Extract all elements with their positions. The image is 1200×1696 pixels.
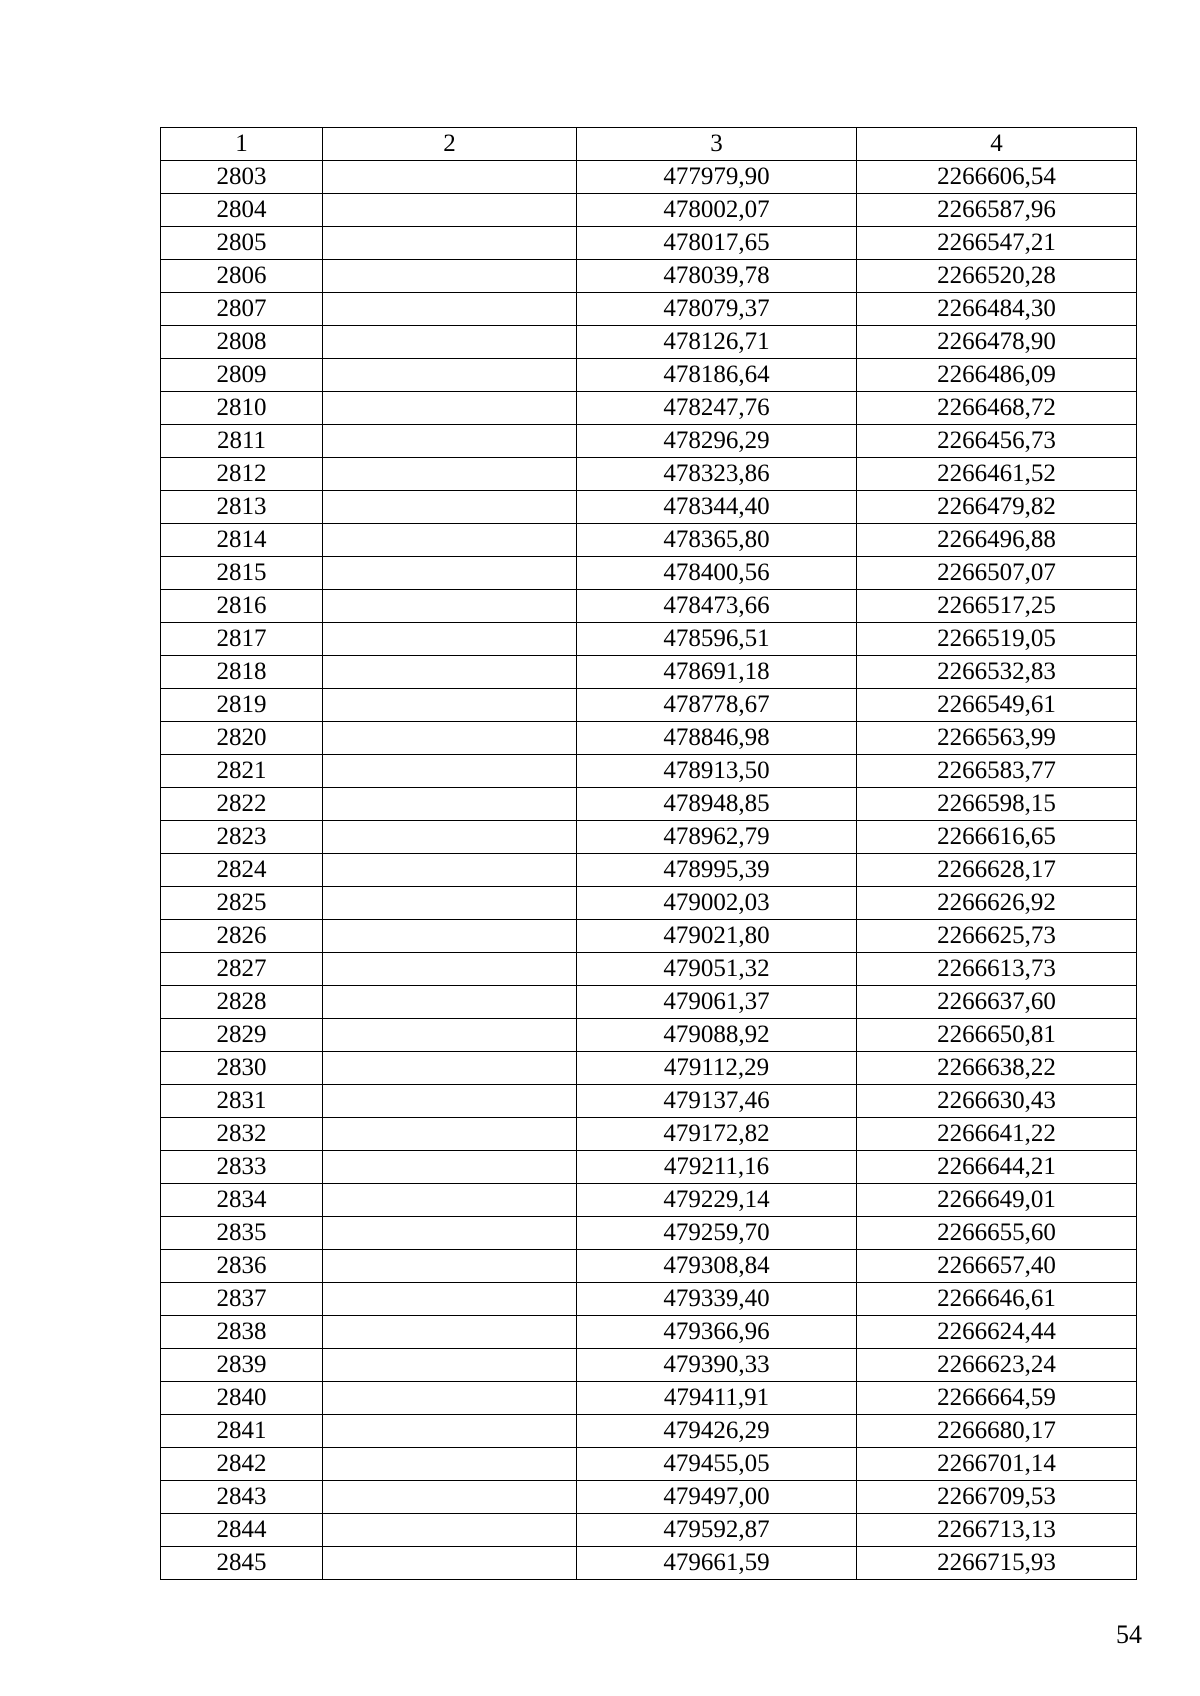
x-coordinate-cell: 479455,05 xyxy=(577,1448,857,1481)
y-coordinate-cell: 2266583,77 xyxy=(857,755,1137,788)
y-coordinate-cell: 2266587,96 xyxy=(857,194,1137,227)
point-number-cell: 2811 xyxy=(161,425,323,458)
x-coordinate-cell: 478079,37 xyxy=(577,293,857,326)
y-coordinate-cell: 2266649,01 xyxy=(857,1184,1137,1217)
x-coordinate-cell: 479390,33 xyxy=(577,1349,857,1382)
y-coordinate-cell: 2266616,65 xyxy=(857,821,1137,854)
x-coordinate-cell: 478039,78 xyxy=(577,260,857,293)
point-number-cell: 2803 xyxy=(161,161,323,194)
y-coordinate-cell: 2266657,40 xyxy=(857,1250,1137,1283)
y-coordinate-cell: 2266479,82 xyxy=(857,491,1137,524)
table-row xyxy=(161,326,1137,359)
point-number-cell: 2805 xyxy=(161,227,323,260)
table-row xyxy=(161,1052,1137,1085)
x-coordinate-cell: 478186,64 xyxy=(577,359,857,392)
empty-cell xyxy=(323,887,577,920)
x-coordinate-cell: 479426,29 xyxy=(577,1415,857,1448)
empty-cell xyxy=(323,953,577,986)
x-coordinate-cell: 479497,00 xyxy=(577,1481,857,1514)
x-coordinate-cell: 479259,70 xyxy=(577,1217,857,1250)
point-number-cell: 2840 xyxy=(161,1382,323,1415)
empty-cell xyxy=(323,1052,577,1085)
table-row xyxy=(161,1481,1137,1514)
y-coordinate-cell: 2266613,73 xyxy=(857,953,1137,986)
point-number-cell: 2834 xyxy=(161,1184,323,1217)
empty-cell xyxy=(323,1382,577,1415)
empty-cell xyxy=(323,194,577,227)
table-row xyxy=(161,1283,1137,1316)
y-coordinate-cell: 2266701,14 xyxy=(857,1448,1137,1481)
x-coordinate-cell: 479229,14 xyxy=(577,1184,857,1217)
x-coordinate-cell: 479137,46 xyxy=(577,1085,857,1118)
y-coordinate-cell: 2266680,17 xyxy=(857,1415,1137,1448)
table-row xyxy=(161,1547,1137,1580)
point-number-cell: 2829 xyxy=(161,1019,323,1052)
empty-cell xyxy=(323,1481,577,1514)
table-row xyxy=(161,656,1137,689)
point-number-cell: 2820 xyxy=(161,722,323,755)
y-coordinate-cell: 2266496,88 xyxy=(857,524,1137,557)
point-number-cell: 2812 xyxy=(161,458,323,491)
point-number-cell: 2830 xyxy=(161,1052,323,1085)
point-number-cell: 2828 xyxy=(161,986,323,1019)
point-number-cell: 2841 xyxy=(161,1415,323,1448)
empty-cell xyxy=(323,986,577,1019)
empty-cell xyxy=(323,821,577,854)
point-number-cell: 2814 xyxy=(161,524,323,557)
point-number-cell: 2833 xyxy=(161,1151,323,1184)
empty-cell xyxy=(323,656,577,689)
empty-cell xyxy=(323,1184,577,1217)
table-row xyxy=(161,1118,1137,1151)
point-number-cell: 2826 xyxy=(161,920,323,953)
y-coordinate-cell: 2266626,92 xyxy=(857,887,1137,920)
empty-cell xyxy=(323,722,577,755)
empty-cell xyxy=(323,1085,577,1118)
y-coordinate-cell: 2266644,21 xyxy=(857,1151,1137,1184)
table-row xyxy=(161,623,1137,656)
y-coordinate-cell: 2266547,21 xyxy=(857,227,1137,260)
table-row xyxy=(161,260,1137,293)
table-row xyxy=(161,227,1137,260)
table-row xyxy=(161,524,1137,557)
empty-cell xyxy=(323,1514,577,1547)
empty-cell xyxy=(323,590,577,623)
x-coordinate-cell: 477979,90 xyxy=(577,161,857,194)
x-coordinate-cell: 479592,87 xyxy=(577,1514,857,1547)
empty-cell xyxy=(323,1217,577,1250)
empty-cell xyxy=(323,755,577,788)
x-coordinate-cell: 479661,59 xyxy=(577,1547,857,1580)
empty-cell xyxy=(323,1415,577,1448)
column-header-4: 4 xyxy=(857,128,1137,161)
y-coordinate-cell: 2266563,99 xyxy=(857,722,1137,755)
empty-cell xyxy=(323,1151,577,1184)
x-coordinate-cell: 478002,07 xyxy=(577,194,857,227)
empty-cell xyxy=(323,788,577,821)
y-coordinate-cell: 2266606,54 xyxy=(857,161,1137,194)
empty-cell xyxy=(323,1118,577,1151)
empty-cell xyxy=(323,1019,577,1052)
y-coordinate-cell: 2266630,43 xyxy=(857,1085,1137,1118)
table-row xyxy=(161,1382,1137,1415)
point-number-cell: 2816 xyxy=(161,590,323,623)
empty-cell xyxy=(323,392,577,425)
point-number-cell: 2807 xyxy=(161,293,323,326)
empty-cell xyxy=(323,491,577,524)
empty-cell xyxy=(323,1250,577,1283)
table-row xyxy=(161,425,1137,458)
point-number-cell: 2813 xyxy=(161,491,323,524)
x-coordinate-cell: 478296,29 xyxy=(577,425,857,458)
empty-cell xyxy=(323,623,577,656)
point-number-cell: 2808 xyxy=(161,326,323,359)
point-number-cell: 2838 xyxy=(161,1316,323,1349)
empty-cell xyxy=(323,854,577,887)
empty-cell xyxy=(323,920,577,953)
y-coordinate-cell: 2266628,17 xyxy=(857,854,1137,887)
x-coordinate-cell: 479112,29 xyxy=(577,1052,857,1085)
empty-cell xyxy=(323,1448,577,1481)
x-coordinate-cell: 478400,56 xyxy=(577,557,857,590)
x-coordinate-cell: 478323,86 xyxy=(577,458,857,491)
x-coordinate-cell: 479366,96 xyxy=(577,1316,857,1349)
point-number-cell: 2845 xyxy=(161,1547,323,1580)
table-row xyxy=(161,1019,1137,1052)
y-coordinate-cell: 2266646,61 xyxy=(857,1283,1137,1316)
x-coordinate-cell: 479002,03 xyxy=(577,887,857,920)
y-coordinate-cell: 2266709,53 xyxy=(857,1481,1137,1514)
x-coordinate-cell: 479172,82 xyxy=(577,1118,857,1151)
y-coordinate-cell: 2266468,72 xyxy=(857,392,1137,425)
table-row xyxy=(161,722,1137,755)
empty-cell xyxy=(323,1547,577,1580)
table-row xyxy=(161,986,1137,1019)
y-coordinate-cell: 2266532,83 xyxy=(857,656,1137,689)
empty-cell xyxy=(323,1283,577,1316)
x-coordinate-cell: 479021,80 xyxy=(577,920,857,953)
x-coordinate-cell: 478596,51 xyxy=(577,623,857,656)
point-number-cell: 2837 xyxy=(161,1283,323,1316)
x-coordinate-cell: 478913,50 xyxy=(577,755,857,788)
empty-cell xyxy=(323,227,577,260)
point-number-cell: 2815 xyxy=(161,557,323,590)
table-row xyxy=(161,755,1137,788)
table-row xyxy=(161,557,1137,590)
y-coordinate-cell: 2266520,28 xyxy=(857,260,1137,293)
x-coordinate-cell: 478778,67 xyxy=(577,689,857,722)
table-row xyxy=(161,491,1137,524)
y-coordinate-cell: 2266456,73 xyxy=(857,425,1137,458)
table-row xyxy=(161,1448,1137,1481)
point-number-cell: 2817 xyxy=(161,623,323,656)
point-number-cell: 2831 xyxy=(161,1085,323,1118)
y-coordinate-cell: 2266598,15 xyxy=(857,788,1137,821)
y-coordinate-cell: 2266641,22 xyxy=(857,1118,1137,1151)
x-coordinate-cell: 478017,65 xyxy=(577,227,857,260)
x-coordinate-cell: 478962,79 xyxy=(577,821,857,854)
table-row xyxy=(161,293,1137,326)
x-coordinate-cell: 479308,84 xyxy=(577,1250,857,1283)
point-number-cell: 2819 xyxy=(161,689,323,722)
table-row xyxy=(161,590,1137,623)
y-coordinate-cell: 2266486,09 xyxy=(857,359,1137,392)
table-row xyxy=(161,359,1137,392)
point-number-cell: 2839 xyxy=(161,1349,323,1382)
x-coordinate-cell: 479411,91 xyxy=(577,1382,857,1415)
point-number-cell: 2844 xyxy=(161,1514,323,1547)
empty-cell xyxy=(323,260,577,293)
empty-cell xyxy=(323,557,577,590)
x-coordinate-cell: 478995,39 xyxy=(577,854,857,887)
empty-cell xyxy=(323,161,577,194)
table-row xyxy=(161,1514,1137,1547)
table-row xyxy=(161,1151,1137,1184)
coordinates-table xyxy=(160,127,1137,1580)
y-coordinate-cell: 2266549,61 xyxy=(857,689,1137,722)
x-coordinate-cell: 479211,16 xyxy=(577,1151,857,1184)
empty-cell xyxy=(323,293,577,326)
x-coordinate-cell: 479088,92 xyxy=(577,1019,857,1052)
x-coordinate-cell: 479061,37 xyxy=(577,986,857,1019)
page-number: 54 xyxy=(1116,1620,1142,1649)
x-coordinate-cell: 478344,40 xyxy=(577,491,857,524)
table-row xyxy=(161,920,1137,953)
point-number-cell: 2806 xyxy=(161,260,323,293)
y-coordinate-cell: 2266715,93 xyxy=(857,1547,1137,1580)
table-row xyxy=(161,1217,1137,1250)
point-number-cell: 2835 xyxy=(161,1217,323,1250)
y-coordinate-cell: 2266507,07 xyxy=(857,557,1137,590)
y-coordinate-cell: 2266624,44 xyxy=(857,1316,1137,1349)
point-number-cell: 2810 xyxy=(161,392,323,425)
y-coordinate-cell: 2266517,25 xyxy=(857,590,1137,623)
table-row xyxy=(161,821,1137,854)
empty-cell xyxy=(323,524,577,557)
x-coordinate-cell: 479339,40 xyxy=(577,1283,857,1316)
y-coordinate-cell: 2266713,13 xyxy=(857,1514,1137,1547)
table-row xyxy=(161,1316,1137,1349)
empty-cell xyxy=(323,1316,577,1349)
table-header-row xyxy=(161,128,1137,161)
point-number-cell: 2842 xyxy=(161,1448,323,1481)
y-coordinate-cell: 2266623,24 xyxy=(857,1349,1137,1382)
table-row xyxy=(161,1349,1137,1382)
empty-cell xyxy=(323,425,577,458)
y-coordinate-cell: 2266637,60 xyxy=(857,986,1137,1019)
point-number-cell: 2821 xyxy=(161,755,323,788)
empty-cell xyxy=(323,326,577,359)
table-row xyxy=(161,161,1137,194)
y-coordinate-cell: 2266478,90 xyxy=(857,326,1137,359)
point-number-cell: 2825 xyxy=(161,887,323,920)
empty-cell xyxy=(323,689,577,722)
y-coordinate-cell: 2266638,22 xyxy=(857,1052,1137,1085)
empty-cell xyxy=(323,458,577,491)
x-coordinate-cell: 478846,98 xyxy=(577,722,857,755)
point-number-cell: 2832 xyxy=(161,1118,323,1151)
table-row xyxy=(161,788,1137,821)
y-coordinate-cell: 2266664,59 xyxy=(857,1382,1137,1415)
empty-cell xyxy=(323,359,577,392)
point-number-cell: 2804 xyxy=(161,194,323,227)
x-coordinate-cell: 478247,76 xyxy=(577,392,857,425)
table-row xyxy=(161,392,1137,425)
y-coordinate-cell: 2266484,30 xyxy=(857,293,1137,326)
column-header-3: 3 xyxy=(577,128,857,161)
y-coordinate-cell: 2266625,73 xyxy=(857,920,1137,953)
table-row xyxy=(161,953,1137,986)
table-row xyxy=(161,1250,1137,1283)
table-row xyxy=(161,194,1137,227)
table-row xyxy=(161,1184,1137,1217)
point-number-cell: 2824 xyxy=(161,854,323,887)
empty-cell xyxy=(323,1349,577,1382)
table-row xyxy=(161,1085,1137,1118)
y-coordinate-cell: 2266655,60 xyxy=(857,1217,1137,1250)
point-number-cell: 2843 xyxy=(161,1481,323,1514)
x-coordinate-cell: 478691,18 xyxy=(577,656,857,689)
x-coordinate-cell: 478473,66 xyxy=(577,590,857,623)
point-number-cell: 2809 xyxy=(161,359,323,392)
x-coordinate-cell: 478365,80 xyxy=(577,524,857,557)
table-row xyxy=(161,887,1137,920)
y-coordinate-cell: 2266519,05 xyxy=(857,623,1137,656)
point-number-cell: 2836 xyxy=(161,1250,323,1283)
point-number-cell: 2818 xyxy=(161,656,323,689)
table-row xyxy=(161,1415,1137,1448)
point-number-cell: 2822 xyxy=(161,788,323,821)
x-coordinate-cell: 479051,32 xyxy=(577,953,857,986)
table-row xyxy=(161,854,1137,887)
point-number-cell: 2823 xyxy=(161,821,323,854)
table-row xyxy=(161,689,1137,722)
table-body xyxy=(161,161,1137,1580)
column-header-2: 2 xyxy=(323,128,577,161)
column-header-1: 1 xyxy=(161,128,323,161)
x-coordinate-cell: 478126,71 xyxy=(577,326,857,359)
y-coordinate-cell: 2266461,52 xyxy=(857,458,1137,491)
table-row xyxy=(161,458,1137,491)
x-coordinate-cell: 478948,85 xyxy=(577,788,857,821)
y-coordinate-cell: 2266650,81 xyxy=(857,1019,1137,1052)
point-number-cell: 2827 xyxy=(161,953,323,986)
